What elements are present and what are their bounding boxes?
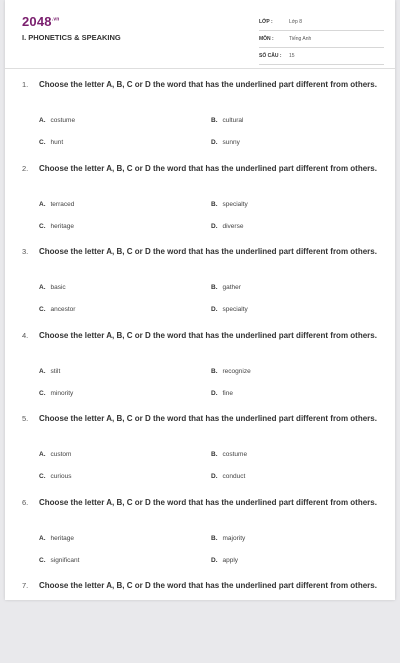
question-number: 2.: [22, 163, 29, 173]
question-item: [5, 78, 395, 162]
answer-option[interactable]: [39, 535, 74, 542]
option-letter: A.: [39, 367, 46, 375]
answer-option[interactable]: [211, 368, 251, 375]
answer-option[interactable]: [211, 117, 243, 124]
option-text: recognize: [222, 367, 251, 375]
meta-value: Lớp 8: [289, 19, 303, 25]
option-letter: B.: [211, 451, 218, 458]
option-letter: D.: [211, 389, 218, 397]
answer-option[interactable]: [211, 557, 238, 564]
option-letter: C.: [39, 556, 46, 564]
answer-option[interactable]: [211, 223, 243, 230]
option-letter: D.: [211, 306, 218, 313]
option-text: diverse: [222, 222, 244, 230]
answer-option[interactable]: [211, 284, 241, 291]
meta-row-class: [259, 14, 384, 31]
option-text: costume: [222, 451, 248, 458]
option-letter: B.: [211, 117, 218, 124]
meta-label: LỚP :: [259, 19, 273, 25]
answer-option[interactable]: [39, 451, 71, 458]
option-letter: A.: [39, 534, 46, 542]
option-letter: A.: [39, 200, 46, 208]
question-item: [5, 329, 395, 413]
answer-option[interactable]: [39, 223, 74, 230]
worksheet-header: [5, 0, 395, 68]
option-text: cultural: [222, 117, 244, 124]
question-number: 6.: [22, 497, 29, 507]
question-text: Choose the letter A, B, C or D the word that has the underlined part different from others.: [39, 163, 377, 173]
question-list: [5, 78, 395, 663]
question-number: 3.: [22, 247, 29, 256]
answer-option[interactable]: [39, 139, 63, 146]
header-divider: [5, 68, 395, 69]
option-text: specialty: [222, 306, 248, 313]
answer-option[interactable]: [211, 451, 247, 458]
question-text: Choose the letter A, B, C or D the word that has the underlined part different from others.: [39, 581, 377, 590]
option-letter: D.: [211, 473, 218, 480]
option-text: minority: [50, 389, 74, 397]
option-text: hunt: [50, 139, 64, 146]
option-letter: C.: [39, 139, 46, 146]
question-text: Choose the letter A, B, C or D the word that has the underlined part different from others.: [39, 330, 377, 340]
option-text: heritage: [50, 222, 74, 230]
option-letter: A.: [39, 117, 46, 124]
option-text: costume: [50, 117, 76, 124]
section-title: I. PHONETICS & SPEAKING: [22, 33, 121, 42]
question-text: Choose the letter A, B, C or D the word that has the underlined part different from others.: [39, 80, 377, 89]
question-item: [5, 412, 395, 496]
option-text: significant: [50, 556, 80, 564]
meta-row-subject: [259, 31, 384, 48]
option-letter: B.: [211, 534, 218, 542]
meta-value: 15: [289, 53, 295, 59]
option-letter: C.: [39, 306, 46, 313]
option-letter: C.: [39, 389, 46, 397]
logo-domain: .vn: [51, 16, 60, 23]
option-text: fine: [222, 389, 233, 397]
option-letter: B.: [211, 200, 218, 208]
question-text: Choose the letter A, B, C or D the word that has the underlined part different from others.: [39, 247, 377, 256]
question-number: 7.: [22, 581, 29, 590]
option-text: custom: [50, 451, 72, 458]
site-logo[interactable]: [22, 14, 60, 29]
answer-option[interactable]: [211, 201, 248, 208]
answer-option[interactable]: [39, 284, 66, 291]
question-item: [5, 579, 395, 663]
option-text: sunny: [222, 139, 240, 146]
answer-option[interactable]: [211, 306, 248, 313]
meta-value: Tiếng Anh: [289, 36, 312, 42]
option-letter: A.: [39, 284, 46, 291]
meta-label: SỐ CÂU :: [259, 53, 282, 59]
question-item: [5, 245, 395, 329]
answer-option[interactable]: [39, 390, 73, 397]
question-number: 1.: [22, 80, 29, 89]
option-letter: B.: [211, 367, 218, 375]
meta-row-count: [259, 48, 384, 65]
answer-option[interactable]: [39, 473, 71, 480]
option-text: heritage: [50, 534, 74, 542]
option-letter: D.: [211, 139, 218, 146]
answer-option[interactable]: [211, 535, 245, 542]
question-number: 5.: [22, 414, 29, 423]
answer-option[interactable]: [39, 201, 74, 208]
answer-option[interactable]: [39, 117, 75, 124]
option-letter: A.: [39, 451, 46, 458]
option-text: terraced: [50, 200, 75, 208]
question-text: Choose the letter A, B, C or D the word that has the underlined part different from others.: [39, 414, 377, 423]
option-letter: D.: [211, 556, 218, 564]
option-letter: C.: [39, 473, 46, 480]
option-text: gather: [222, 284, 241, 291]
option-text: specialty: [222, 200, 248, 208]
option-text: basic: [50, 284, 66, 291]
answer-option[interactable]: [211, 139, 240, 146]
option-text: apply: [222, 556, 239, 564]
meta-info: [259, 14, 384, 65]
worksheet-page: [5, 0, 395, 600]
option-text: curious: [50, 473, 72, 480]
option-letter: D.: [211, 222, 218, 230]
question-text: Choose the letter A, B, C or D the word that has the underlined part different from others.: [39, 497, 377, 507]
answer-option[interactable]: [211, 473, 245, 480]
logo-text: 2048: [22, 14, 52, 29]
answer-option[interactable]: [39, 368, 60, 375]
question-number: 4.: [22, 330, 29, 340]
option-text: stilt: [50, 367, 61, 375]
meta-label: MÔN :: [259, 36, 274, 42]
answer-option[interactable]: [211, 390, 233, 397]
option-letter: C.: [39, 222, 46, 230]
question-item: [5, 496, 395, 580]
option-text: ancestor: [50, 306, 76, 313]
answer-option[interactable]: [39, 306, 75, 313]
answer-option[interactable]: [39, 557, 79, 564]
option-text: majority: [222, 534, 246, 542]
question-item: [5, 162, 395, 246]
option-text: conduct: [222, 473, 246, 480]
option-letter: B.: [211, 284, 218, 291]
